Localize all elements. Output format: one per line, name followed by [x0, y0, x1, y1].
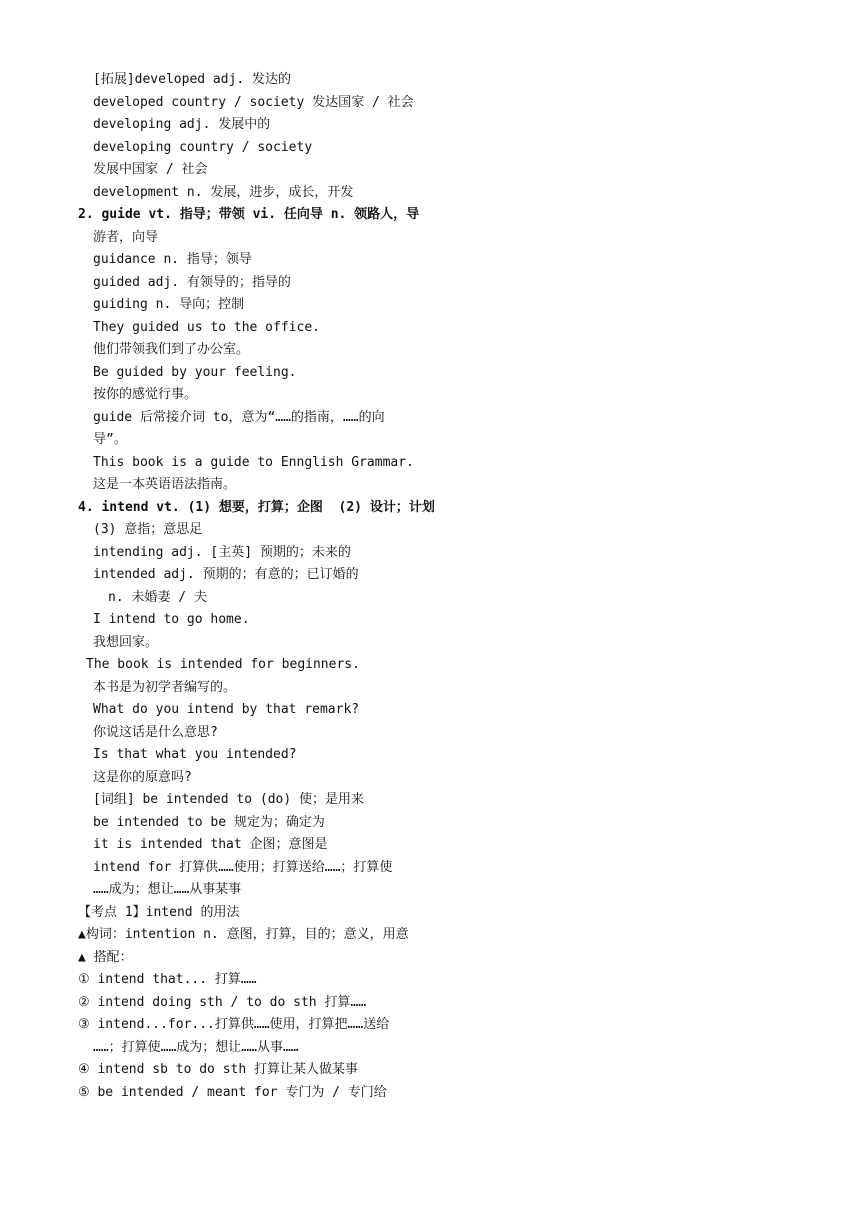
text-line: ⑤ be intended / meant for 专门为 / 专门给 [78, 1085, 387, 1100]
text-line: intended adj. 预期的；有意的；已订婚的 [93, 567, 359, 582]
text-line: I intend to go home. [93, 612, 250, 627]
text-line: ④ intend sb to do sth 打算让某人做某事 [78, 1062, 359, 1077]
text-line: development n. 发展，进步，成长，开发 [93, 185, 354, 200]
text-line: ② intend doing sth / to do sth 打算…… [78, 995, 367, 1010]
text-line: guided adj. 有领导的；指导的 [93, 275, 291, 290]
text-line: What do you intend by that remark? [93, 702, 360, 717]
text-line: 你说这话是什么意思? [93, 725, 218, 740]
text-line: 他们带领我们到了办公室。 [93, 342, 250, 357]
text-line: developed country / society 发达国家 / 社会 [93, 95, 414, 110]
text-line: ……成为；想让……从事某事 [93, 882, 242, 897]
heading-intend: 4. intend vt. (1) 想要，打算；企图 (2) 设计；计划 [78, 500, 435, 515]
text-line: guide 后常接介词 to，意为“……的指南，……的向 [93, 410, 385, 425]
text-line: The book is intended for beginners. [86, 657, 360, 672]
text-line: 我想回家。 [93, 635, 159, 650]
text-line: 这是你的原意吗? [93, 770, 192, 785]
text-line: ……；打算使……成为；想让……从事…… [93, 1040, 299, 1055]
exam-point-heading: 【考点 1】intend 的用法 [78, 905, 240, 920]
text-line: 按你的感觉行事。 [93, 387, 198, 402]
text-line: 本书是为初学者编写的。 [93, 680, 237, 695]
text-line: n. 未婚妻 / 夫 [108, 590, 207, 605]
text-line: (3) 意指；意思足 [93, 522, 203, 537]
text-line: Is that what you intended? [93, 747, 297, 762]
text-line: ▲构词：intention n. 意图，打算，目的；意义，用意 [78, 927, 409, 942]
text-line: ① intend that... 打算…… [78, 972, 257, 987]
text-line: They guided us to the office. [93, 320, 320, 335]
text-line: 发展中国家 / 社会 [93, 162, 208, 177]
text-line: 游者，向导 [93, 230, 159, 245]
heading-guide: 2. guide vt. 指导；带领 vi. 任向导 n. 领路人，导 [78, 207, 420, 222]
text-line: intend for 打算供……使用；打算送给……；打算使 [93, 860, 393, 875]
text-line: [词组] be intended to (do) 使；是用来 [93, 792, 365, 807]
text-line: Be guided by your feeling. [93, 365, 297, 380]
text-line: intending adj. [主英] 预期的；未来的 [93, 545, 351, 560]
text-line: developing country / society [93, 140, 313, 155]
text-line: ▲ 搭配： [78, 950, 133, 965]
text-line: it is intended that 企图；意图是 [93, 837, 328, 852]
text-line: guidance n. 指导；领导 [93, 252, 252, 267]
text-line: developing adj. 发展中的 [93, 117, 271, 132]
text-line: ③ intend...for...打算供……使用，打算把……送给 [78, 1017, 390, 1032]
text-line: [拓展]developed adj. 发达的 [93, 72, 292, 87]
text-line: 导”。 [93, 432, 127, 447]
text-line: This book is a guide to Ennglish Grammar. [93, 455, 414, 470]
text-line: be intended to be 规定为；确定为 [93, 815, 325, 830]
text-line: guiding n. 导向；控制 [93, 297, 245, 312]
text-line: 这是一本英语语法指南。 [93, 477, 237, 492]
